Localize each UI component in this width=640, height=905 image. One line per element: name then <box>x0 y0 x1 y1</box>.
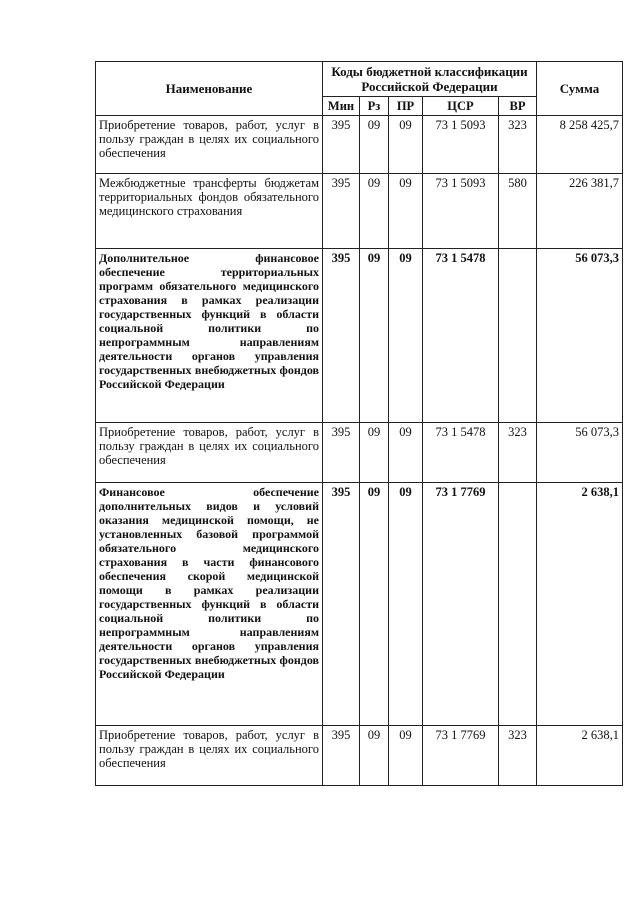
row-name: Межбюджетные трансферты бюджетам территориальных фондов обязательного медицинского страхования <box>96 174 323 249</box>
row-sum: 2 638,1 <box>537 483 623 726</box>
header-pr: ПР <box>389 97 423 116</box>
header-rz: Рз <box>360 97 389 116</box>
row-pr: 09 <box>389 249 423 423</box>
row-pr: 09 <box>389 423 423 483</box>
row-csr: 73 1 5093 <box>423 116 499 174</box>
table-row <box>96 423 623 483</box>
row-vr: 323 <box>499 726 537 786</box>
row-vr: 580 <box>499 174 537 249</box>
row-sum: 2 638,1 <box>537 726 623 786</box>
table-row <box>96 249 623 423</box>
header-vr: ВР <box>499 97 537 116</box>
row-csr: 73 1 5478 <box>423 423 499 483</box>
row-csr: 73 1 7769 <box>423 726 499 786</box>
row-name: Дополнительное финансовое обеспечение территориальных программ обязательного медицинского страхования в рамках реализации государственных функций в области социальной политики по непрограммным направлениям деятельности органов управления государственных внебюджетных фондов Российской Федерации <box>96 249 323 423</box>
row-rz: 09 <box>360 483 389 726</box>
header-name: Наименование <box>96 62 323 116</box>
row-sum: 56 073,3 <box>537 423 623 483</box>
header-csr: ЦСР <box>423 97 499 116</box>
row-pr: 09 <box>389 174 423 249</box>
row-vr <box>499 249 537 423</box>
row-name: Приобретение товаров, работ, услуг в пользу граждан в целях их социального обеспечения <box>96 726 323 786</box>
row-pr: 09 <box>389 116 423 174</box>
header-sum: Сумма <box>537 62 623 116</box>
row-rz: 09 <box>360 423 389 483</box>
header-row-main <box>96 62 623 97</box>
row-min: 395 <box>323 249 360 423</box>
row-sum: 8 258 425,7 <box>537 116 623 174</box>
row-rz: 09 <box>360 726 389 786</box>
table-row <box>96 116 623 174</box>
table-row <box>96 483 623 726</box>
row-rz: 09 <box>360 249 389 423</box>
header-min: Мин <box>323 97 360 116</box>
row-min: 395 <box>323 423 360 483</box>
row-csr: 73 1 5093 <box>423 174 499 249</box>
row-min: 395 <box>323 116 360 174</box>
row-name: Приобретение товаров, работ, услуг в пользу граждан в целях их социального обеспечения <box>96 423 323 483</box>
row-min: 395 <box>323 174 360 249</box>
row-vr <box>499 483 537 726</box>
row-name: Приобретение товаров, работ, услуг в пользу граждан в целях их социального обеспечения <box>96 116 323 174</box>
row-min: 395 <box>323 483 360 726</box>
row-rz: 09 <box>360 116 389 174</box>
header-budget-codes: Коды бюджетной классификации Российской Федерации <box>323 62 537 97</box>
budget-classification-table <box>95 61 623 786</box>
row-sum: 56 073,3 <box>537 249 623 423</box>
table-row <box>96 174 623 249</box>
row-vr: 323 <box>499 423 537 483</box>
row-csr: 73 1 5478 <box>423 249 499 423</box>
row-pr: 09 <box>389 726 423 786</box>
row-rz: 09 <box>360 174 389 249</box>
table-row <box>96 726 623 786</box>
row-vr: 323 <box>499 116 537 174</box>
row-pr: 09 <box>389 483 423 726</box>
row-name: Финансовое обеспечение дополнительных видов и условий оказания медицинской помощи, не установленных базовой программой обязательного медицинского страхования в части финансового обеспечения скорой медицинской помощи в рамках реализации государственных функций в области социальной политики по непрограммным направлениям деятельности органов управления государственных внебюджетных фондов Российской Федерации <box>96 483 323 726</box>
row-csr: 73 1 7769 <box>423 483 499 726</box>
budget-table-sheet <box>95 61 623 786</box>
row-sum: 226 381,7 <box>537 174 623 249</box>
row-min: 395 <box>323 726 360 786</box>
